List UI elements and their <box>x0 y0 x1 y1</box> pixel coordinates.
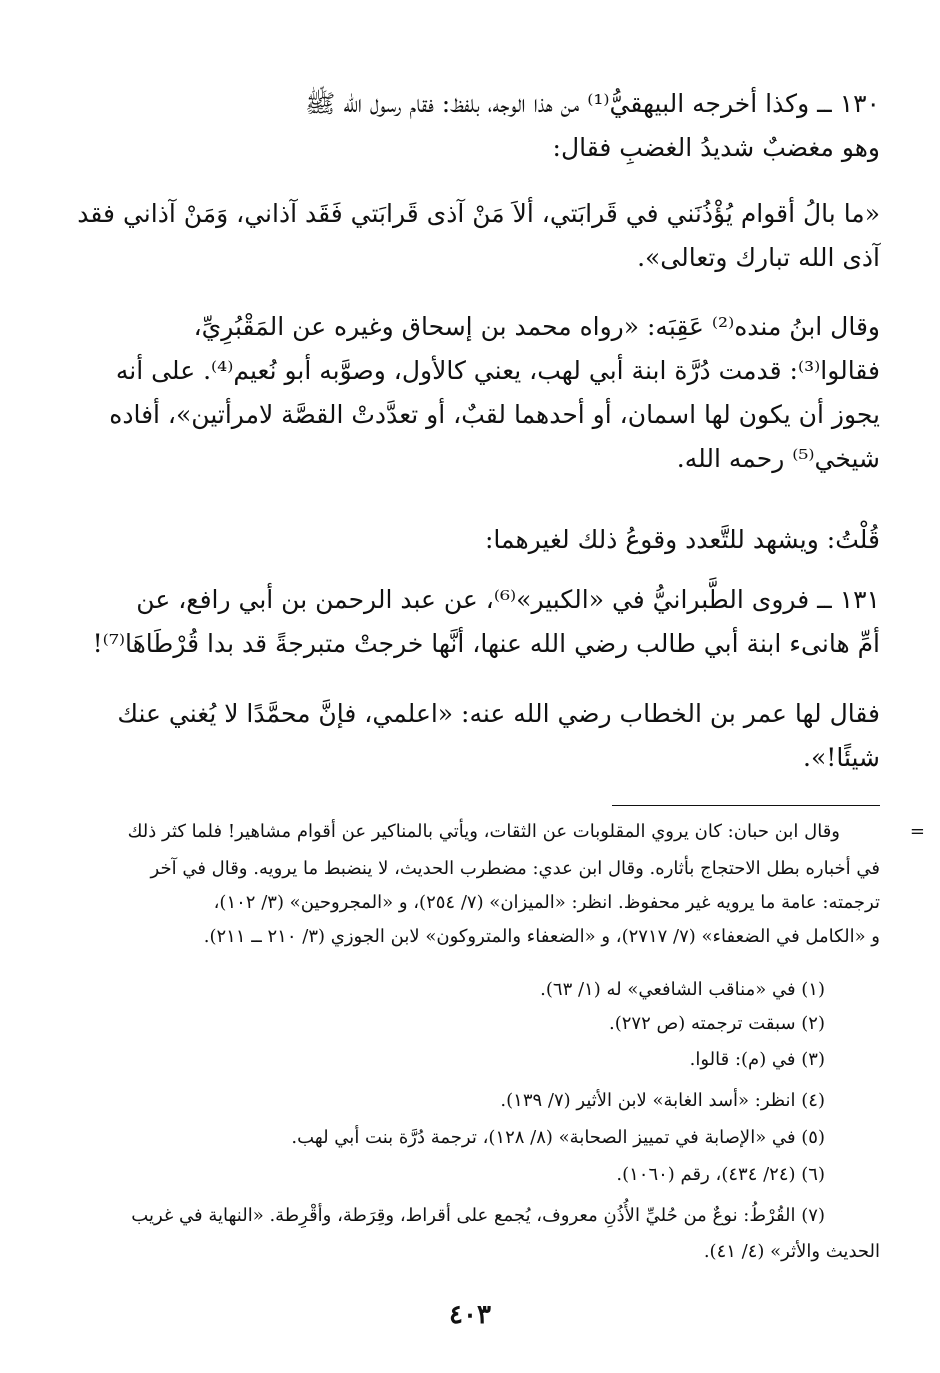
footnote-line: في أخباره بطل الاحتجاج بأثاره. وقال ابن عدي: مضطرب الحديث، لا ينضبط ما يرويه. وقال في آخر <box>150 858 880 879</box>
footnote-line: (٧) القُرْطُ: نوعٌ من حُليِّ الأُذُنِ معروف، يُجمع على أقراط، وقِرَطة، وأقْرِطة. «النهاية في غريب <box>131 1205 825 1226</box>
text-line: آذى الله تبارك وتعالى». <box>637 243 880 272</box>
footnote-line: وقال ابن حبان: كان يروي المقلوبات عن الثقات، ويأتي بالمناكير عن أقوام مشاهير! فلما كثر ذلك <box>127 821 840 842</box>
footnote-continuation-rest <box>70 852 880 954</box>
text-line: فقالوا⁽³⁾: قدمت دُرَّة ابنة أبي لهب، يعني كالأول، وصوَّبه أبو نُعيم⁽⁴⁾. على أنه <box>115 356 880 385</box>
footnote-continuation <box>70 818 880 846</box>
footnote-line: (٣) في (م): قالوا. <box>689 1049 825 1070</box>
footnote-3 <box>70 1046 880 1074</box>
footnote-line: الحديث والأثر» (٤/ ٤١). <box>703 1241 880 1262</box>
footnote-line: (٤) انظر: «أسد الغابة» لابن الأثير (٧/ ١٣٩). <box>500 1090 825 1111</box>
text-line: وهو مغضبٌ شديدُ الغضبِ فقال: <box>552 133 880 162</box>
text-line: وقال ابنُ منده⁽²⁾ عَقِبَه: «رواه محمد بن إسحاق وغيره عن المَقْبُرِيِّ، <box>193 312 880 341</box>
footnote-2 <box>70 1010 880 1038</box>
text-line: شيئًا!». <box>803 743 880 772</box>
book-page <box>70 0 925 1373</box>
footnote-line: (٥) في «الإصابة في تمييز الصحابة» (٨/ ١٢٨)، ترجمة دُرَّة بنت أبي لهب. <box>291 1127 825 1148</box>
footnote-line: (٦) (٢٤/ ٤٣٤)، رقم (١٠٦٠). <box>616 1164 825 1185</box>
paragraph-hadith-130 <box>70 82 880 170</box>
page-number: ٤٠٣ <box>449 1300 491 1330</box>
footnote-line: ترجمته: عامة ما يرويه غير محفوظ. انظر: «الميزان» (٧/ ٢٥٤)، و «المجروحين» (٣/ ١٠٢)، <box>213 892 880 913</box>
text-line: يجوز أن يكون لها اسمان، أو أحدهما لقبٌ، أو تعدَّدتْ القصَّة لامرأتين»، أفاده <box>109 400 880 429</box>
text-line: قُلْتُ: ويشهد للتَّعدد وقوعُ ذلك لغيرهما: <box>484 525 880 554</box>
paragraph-ibn-mandah <box>70 305 880 481</box>
footnote-line: (٢) سبقت ترجمته (ص ٢٧٢). <box>608 1013 825 1034</box>
footnote-6 <box>70 1161 880 1189</box>
text-line: أمِّ هانىء ابنة أبي طالب رضي الله عنها، أنَّها خرجتْ متبرجةً قد بدا قُرْطَاهَا⁽⁷⁾! <box>92 629 880 658</box>
text-line: ١٣١ ــ فروى الطَّبرانيُّ في «الكبير»⁽⁶⁾، عن عبد الرحمن بن أبي رافع، عن <box>136 585 880 614</box>
footnote-line: و «الكامل في الضعفاء» (٧/ ٢٧١٧)، و «الضعفاء والمتروكون» لابن الجوزي (٣/ ٢١٠ ــ ٢١١). <box>203 926 880 947</box>
footnote-4 <box>70 1087 880 1115</box>
text-line: «ما بالُ أقوام يُؤْذُنَني في قَرابَتي، ألاَ مَنْ آذى قَرابَتي فَقَد آذاني، وَمَنْ آذاني فقد <box>77 199 880 228</box>
footnote-separator <box>612 805 880 806</box>
footnote-continuation-mark: = <box>909 821 925 842</box>
paragraph-hadith-131 <box>70 578 880 666</box>
footnote-line: (١) في «مناقب الشافعي» له (١/ ٦٣). <box>540 979 825 1000</box>
paragraph-hadith-quote <box>70 192 880 280</box>
paragraph-umar <box>70 692 880 780</box>
text-line: فقال لها عمر بن الخطاب رضي الله عنه: «اعلمي، فإنَّ محمَّدًا لا يُغني عنك <box>117 699 880 728</box>
text-line: ١٣٠ ــ وكذا أخرجه البيهقيُّ⁽¹⁾ من هذا الوجه، بلفظ: فقام رسول الله ﷺ <box>305 89 880 118</box>
footnote-1 <box>70 976 880 1004</box>
footnote-5 <box>70 1124 880 1152</box>
paragraph-qultu <box>70 518 880 562</box>
text-line: شيخي⁽⁵⁾ رحمه الله. <box>676 444 880 473</box>
footnote-7 <box>70 1198 880 1270</box>
